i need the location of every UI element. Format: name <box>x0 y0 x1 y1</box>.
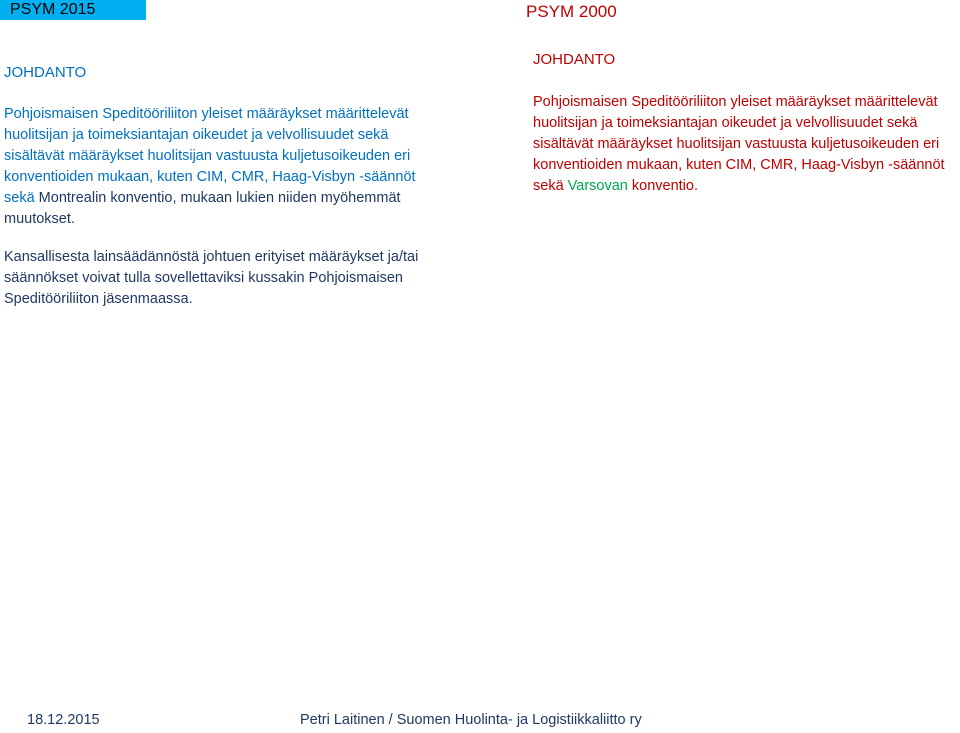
footer-date: 18.12.2015 <box>27 712 100 728</box>
right-intro-paragraph <box>533 92 958 197</box>
psym-2015-label: PSYM 2015 <box>10 1 96 18</box>
right-heading: JOHDANTO <box>533 51 616 68</box>
left-intro-paragraph <box>4 104 440 230</box>
psym-2000-label: PSYM 2000 <box>526 2 617 21</box>
footer-author: Petri Laitinen / Suomen Huolinta- ja Logistiikkaliitto ry <box>300 712 642 728</box>
left-intro-blue-text: Pohjoismaisen Speditööriliiton yleiset määräykset määrittelevät huolitsijan ja toimeksiantajan oikeudet ja velvollisuudet sekä sisältävät määräykset huolitsijan vastuusta kuljetusoikeuden eri konventioiden mukaan, kuten CIM, CMR, Haag-Visbyn -säännöt sekä <box>4 106 416 206</box>
left-intro-dark-text: Montrealin konventio, mukaan lukien niiden myöhemmät muutokset. <box>4 190 401 227</box>
right-intro-green-text: Varsovan <box>567 178 628 194</box>
left-heading: JOHDANTO <box>4 64 87 81</box>
right-intro-red-tail: konventio. <box>631 178 698 194</box>
psym-2015-tab <box>0 0 146 20</box>
right-intro-red-text: Pohjoismaisen Speditööriliiton yleiset määräykset määrittelevät huolitsijan ja toimeksiantajan oikeudet ja velvollisuudet sekä sisältävät määräykset huolitsijan vastuusta kuljetusoikeuden eri konventioiden mukaan, kuten CIM, CMR, Haag-Visbyn -säännöt sekä <box>533 94 945 194</box>
left-national-law-paragraph: Kansallisesta lainsäädännöstä johtuen erityiset määräykset ja/tai säännökset voivat tulla sovellettaviksi kussakin Pohjoismaisen Speditööriliiton jäsenmaassa. <box>4 249 419 307</box>
